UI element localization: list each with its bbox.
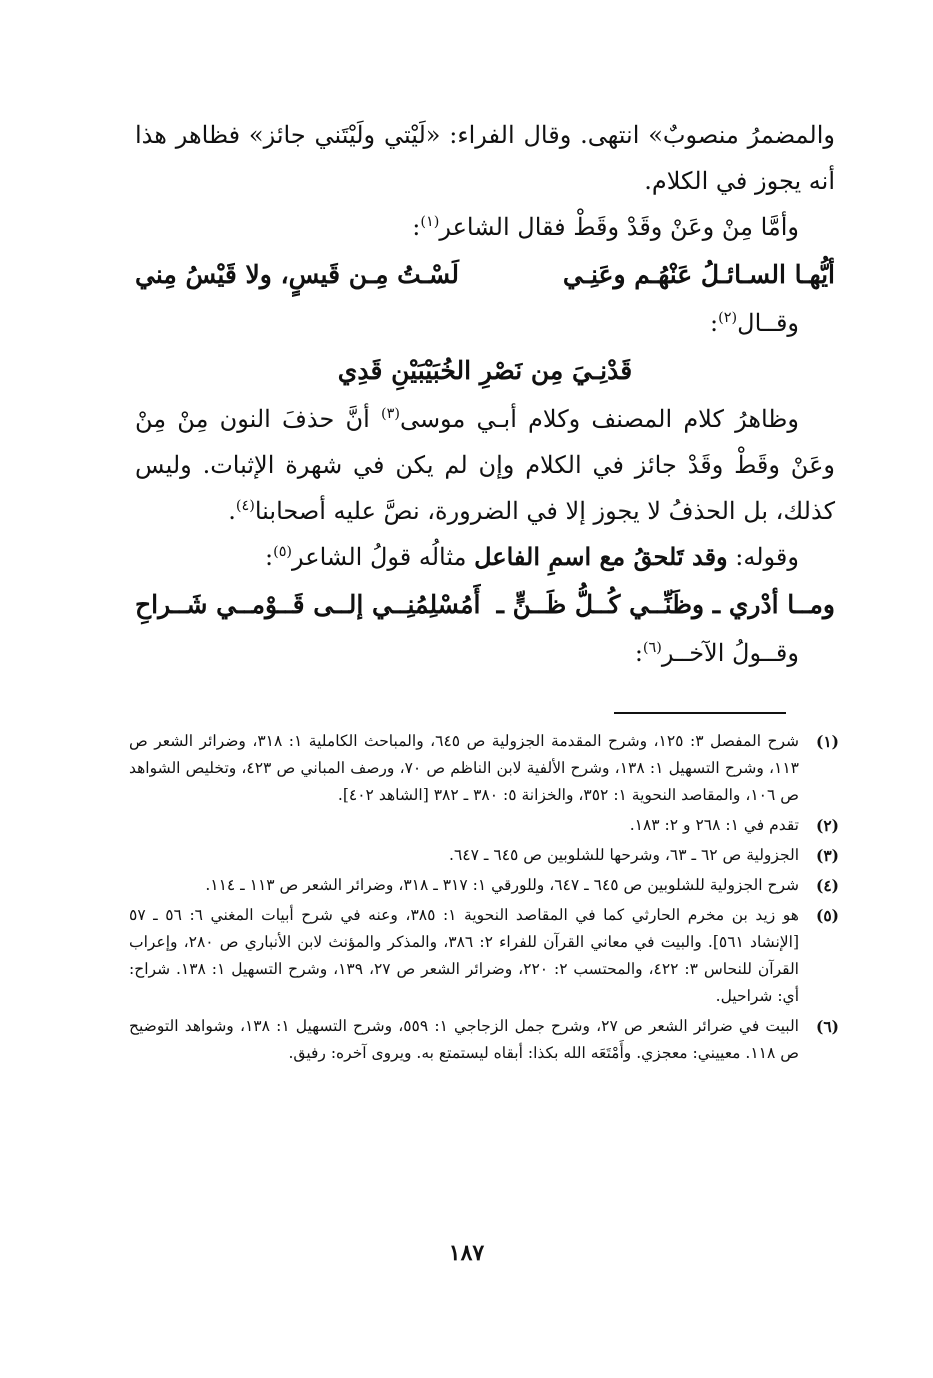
footnote-number: (٦) (815, 1017, 839, 1036)
paragraph-3-end: : (710, 309, 719, 337)
paragraph-1 (135, 112, 835, 204)
verse-2-text: قَدْنِـيَ مِن نَصْرِ الخُبَيْبَيْنِ قَدِي (337, 356, 633, 385)
paragraph-5-rest: مثالُه قولُ الشاعر (292, 543, 475, 571)
verse-2 (135, 346, 835, 396)
footnote-text: هو زيد بن مخرم الحارثي كما في المقاصد النحوية ١: ٣٨٥، وعنه في شرح أبيات المغني ٦: ٥٦ ـ ٥٧ [الإنشاد ٥٦١]. والبيت في معاني القرآن للفراء ٢: ٣٨٦، والمذكر والمؤنث لابن الأنباري ص ٢٨٠، وإعراب القرآن للنحاس ٣: ٤٢٢، والمحتسب ٢: ٢٢٠، وضرائر الشعر ص ٢٧، ١٣٩، وشرح التسهيل ١: ١٣٨. شراح: أي: شراحيل. (129, 906, 799, 1005)
verse-1-first-hemistich: أيُّهـا السـائـلُ عَنْهُـم وعَنِـي (562, 260, 835, 289)
footnote-number: (٤) (815, 876, 839, 895)
paragraph-5-quoted: وقد تَلحقُ مع اسمِ الفاعل (474, 542, 728, 571)
verse-1-second-hemistich: لَسْـتُ مِـن قَيسٍ، ولا قَيْسُ مِني (135, 260, 459, 289)
footnote-ref-4[interactable]: (٤) (235, 498, 255, 514)
footnote-divider (614, 712, 786, 714)
footnote (129, 872, 839, 899)
footnote-ref-5[interactable]: (٥) (273, 544, 293, 560)
footnote-text: تقدم في ١: ٢٦٨ و ٢: ١٨٣. (629, 816, 799, 834)
paragraph-3 (135, 300, 835, 346)
paragraph-5-end: : (264, 543, 274, 571)
footnote (129, 728, 839, 809)
footnote-number: (٥) (815, 906, 839, 925)
footnote-ref-2[interactable]: (٢) (718, 310, 738, 326)
paragraph-4-end: . (228, 497, 236, 525)
footnote-number: (٢) (815, 816, 839, 835)
verse-3-second-hemistich: أَمُسْلِمُنِــي إلــى قَــوْمــي شَــراحِ (135, 590, 481, 619)
footnote-text: الجزولية ص ٦٢ ـ ٦٣، وشرحها للشلوبين ص ٦٤٥ ـ ٦٤٧. (449, 846, 799, 864)
page-number: ١٨٧ (448, 1240, 485, 1266)
verse-3-first-hemistich: ومــا أدْري ـ وظَنِّــي كُــلُّ ظَــنٍّ ـ (496, 590, 835, 619)
footnote (129, 1013, 839, 1067)
paragraph-3-text: وقــال (737, 309, 799, 337)
footnote-number: (١) (815, 732, 839, 751)
paragraph-2-text: وأمَّا مِنْ وعَنْ وقَدْ وقَطْ فقال الشاعر (439, 213, 799, 241)
footnote-ref-3[interactable]: (٣) (380, 406, 400, 422)
main-text (135, 112, 835, 676)
footnotes (129, 728, 839, 1070)
footnote-ref-6[interactable]: (٦) (642, 640, 662, 656)
paragraph-5-prefix: وقوله: (727, 543, 799, 571)
paragraph-6 (135, 630, 835, 676)
footnote-ref-1[interactable]: (١) (420, 214, 440, 230)
paragraph-2-end: : (412, 213, 421, 241)
paragraph-6-end: : (634, 639, 643, 667)
footnote (129, 842, 839, 869)
paragraph-2 (135, 204, 835, 250)
footnote-text: شرح الجزولية للشلوبين ص ٦٤٥ ـ ٦٤٧، وللورقي ١: ٣١٧ ـ ٣١٨، وضرائر الشعر ص ١١٣ ـ ١١٤. (205, 876, 799, 894)
footnote-number: (٣) (815, 846, 839, 865)
paragraph-4-text: وظاهرُ كلام المصنف وكلام أبـي موسى (399, 405, 799, 433)
paragraph-4-rest: أنَّ حذفَ النون مِنْ مِنْ وعَنْ وقَطْ وقَدْ جائز في الكلام وإن لم يكن في شهرة الإثبات. وليس كذلك، بل الحذفُ لا يجوز إلا في الضرورة، نصَّ عليه أصحابنا (135, 405, 835, 525)
paragraph-5 (135, 534, 835, 580)
verse-1 (135, 250, 835, 300)
paragraph-1-text: والمضمرُ منصوبٌ» انتهى. وقال الفراء: «لَيْتي ولَيْتَني جائز» فظاهر هذا أنه يجوز في الكلام. (135, 121, 835, 195)
footnote-text: شرح المفصل ٣: ١٢٥، وشرح المقدمة الجزولية ص ٦٤٥، والمباحث الكاملية ١: ٣١٨، وضرائر الشعر ص ١١٣، وشرح التسهيل ١: ١٣٨، وشرح الألفية لابن الناظم ص ٧٠، ورصف المباني ص ٤٢٣، وتخليص الشواهد ص ١٠٦، والمقاصد النحوية ١: ٣٥٢، والخزانة ٥: ٣٨٠ ـ ٣٨٢ [الشاهد ٤٠٢]. (129, 732, 799, 804)
paragraph-6-text: وقــولُ الآخــر (661, 639, 799, 667)
footnote-text: البيت في ضرائر الشعر ص ٢٧، وشرح جمل الزجاجي ١: ٥٥٩، وشرح التسهيل ١: ١٣٨، وشواهد التوضيح ص ١١٨. معييني: معجزي. وأَمْتَعَه الله بكذا: أبقاه ليستمتع به. ويروى آخره: رفيق. (129, 1017, 799, 1062)
paragraph-4 (135, 396, 835, 534)
verse-3 (135, 580, 835, 630)
footnote (129, 812, 839, 839)
footnote (129, 902, 839, 1010)
